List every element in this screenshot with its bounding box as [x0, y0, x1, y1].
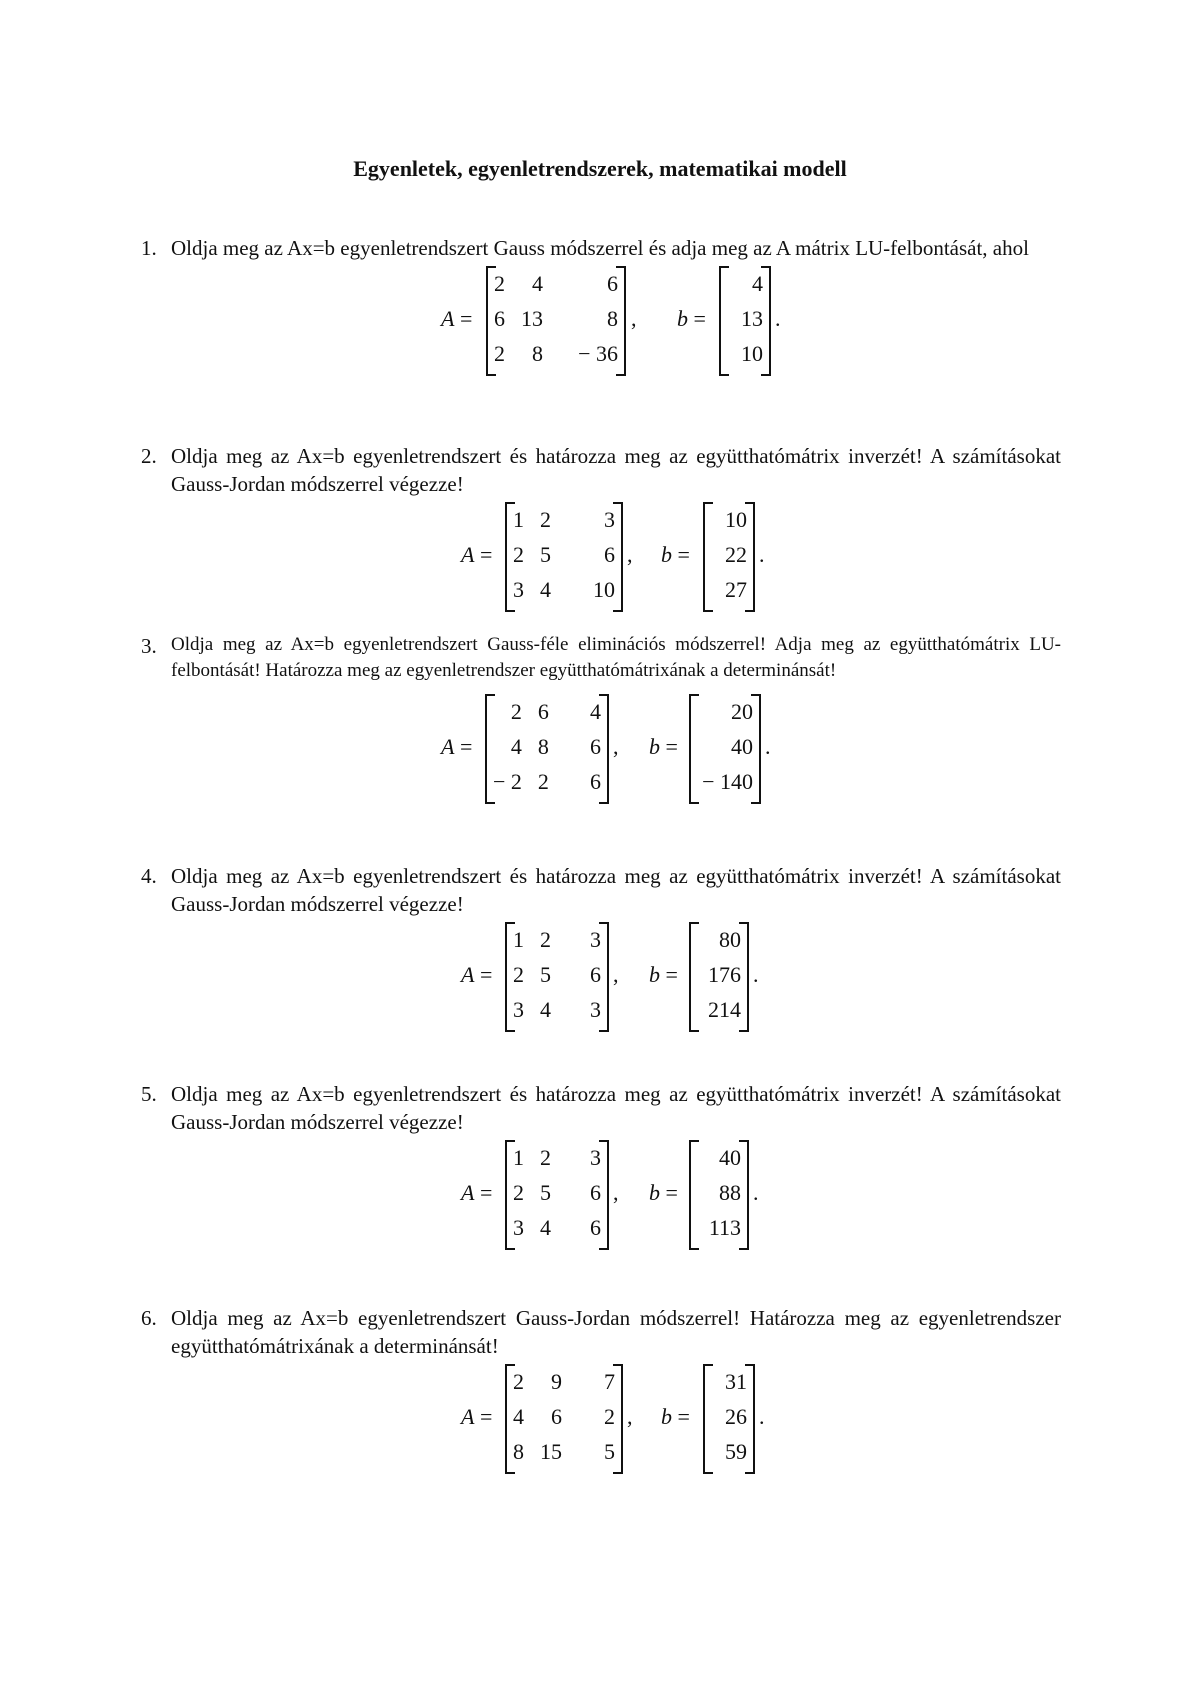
matrix-entry: 2 [604, 1403, 615, 1429]
matrix-entries [485, 694, 609, 800]
left-bracket [505, 1140, 515, 1250]
matrix-entry: 3 [590, 926, 601, 952]
vector-b [689, 922, 749, 1028]
vector-entry: 176 [708, 961, 741, 987]
period: . [759, 542, 765, 567]
left-bracket [505, 1364, 515, 1474]
right-bracket [751, 694, 761, 804]
right-bracket [599, 694, 609, 804]
matrix-entry: 3 [590, 1144, 601, 1170]
matrix-entry: 2 [540, 506, 551, 532]
matrix-entry: 1 [513, 926, 524, 952]
matrix-entry: 2 [513, 961, 524, 987]
matrix-entry: 4 [532, 270, 543, 296]
equation-row [141, 266, 1061, 376]
vector-b-label: b = [649, 1180, 678, 1205]
problem-4 [141, 862, 1061, 1032]
left-bracket [689, 694, 699, 804]
problem-text: Oldja meg az Ax=b egyenletrendszert és határozza meg az együtthatómátrix inverzét! A számításokat Gauss-Jordan módszerrel végezze! [171, 444, 1061, 496]
problem-number: 3. [141, 634, 157, 658]
equation-row [141, 502, 1061, 612]
comma: , [631, 306, 637, 331]
vector-entry: 26 [725, 1403, 747, 1429]
vector-entry: 13 [741, 305, 763, 331]
vector-entry: 22 [725, 541, 747, 567]
matrix-entry: 6 [590, 733, 601, 759]
matrix-entry: 2 [540, 1144, 551, 1170]
equation-row [141, 922, 1061, 1032]
vector-entry: 31 [725, 1368, 747, 1394]
left-bracket [689, 1140, 699, 1250]
vector-entry: 80 [719, 926, 741, 952]
matrix-entry: 1 [513, 1144, 524, 1170]
matrix-entry: 3 [513, 577, 524, 603]
vector-entry: 88 [719, 1179, 741, 1205]
matrix-entry: 9 [551, 1368, 562, 1394]
period: . [765, 734, 771, 759]
matrix-entry: 3 [513, 1215, 524, 1241]
matrix-entry: 6 [537, 698, 549, 724]
matrix-entry: 2 [537, 769, 549, 795]
matrix-entry: 2 [513, 541, 524, 567]
problem-text: Oldja meg az Ax=b egyenletrendszert Gauss-féle eliminációs módszerrel! Adja meg az együtthatómátrix LU-felbontását! Határozza meg az egyenletrendszer együtthatómátrixának a determinánsát! [171, 634, 1061, 681]
comma: , [613, 734, 619, 759]
vector-entry: 4 [752, 270, 763, 296]
right-bracket [761, 266, 771, 376]
vector-b [703, 502, 755, 608]
matrix-entry: 5 [540, 961, 551, 987]
matrix-entry: 8 [607, 305, 618, 331]
matrix-A-label: A = [441, 734, 473, 759]
matrix-A [485, 694, 609, 800]
vector-b-label: b = [677, 306, 706, 331]
vector-entry: 40 [719, 1144, 741, 1170]
matrix-entry: 3 [590, 997, 601, 1023]
matrix-A [505, 922, 609, 1028]
matrix-entries [505, 1140, 609, 1246]
right-bracket [599, 1140, 609, 1250]
matrix-entry: 6 [604, 541, 615, 567]
matrix-entry: 2 [540, 926, 551, 952]
right-bracket [613, 502, 623, 612]
matrix-entry: 6 [590, 1215, 601, 1241]
right-bracket [739, 922, 749, 1032]
matrix-entry: 6 [551, 1403, 562, 1429]
vector-b-label: b = [661, 542, 690, 567]
matrix-entry: 10 [593, 577, 615, 603]
vector-b [719, 266, 771, 372]
problem-3 [141, 632, 1061, 804]
matrix-entry: 4 [540, 577, 551, 603]
equation-row [141, 1364, 1061, 1474]
vector-entry: 59 [725, 1439, 747, 1465]
period: . [753, 962, 759, 987]
matrix-A-label: A = [461, 1180, 493, 1205]
problem-text: Oldja meg az Ax=b egyenletrendszert és határozza meg az együtthatómátrix inverzét! A számításokat Gauss-Jordan módszerrel végezze! [171, 1082, 1061, 1134]
left-bracket [505, 922, 515, 1032]
comma: , [627, 542, 633, 567]
vector-b-label: b = [649, 962, 678, 987]
vector-entry: 20 [731, 698, 753, 724]
matrix-entry: 8 [513, 1439, 524, 1465]
vector-b [689, 1140, 749, 1246]
problem-text: Oldja meg az Ax=b egyenletrendszert és határozza meg az együtthatómátrix inverzét! A számításokat Gauss-Jordan módszerrel végezze! [171, 864, 1061, 916]
matrix-entry: 15 [540, 1439, 562, 1465]
matrix-entry: 7 [604, 1368, 615, 1394]
vector-entry: 10 [741, 341, 763, 367]
matrix-entry: 2 [513, 1368, 524, 1394]
matrix-entry: − 36 [578, 341, 618, 367]
matrix-A [486, 266, 626, 372]
matrix-entry: 4 [513, 1403, 524, 1429]
matrix-entry: − 2 [493, 769, 522, 795]
matrix-entry: 4 [540, 997, 551, 1023]
left-bracket [703, 502, 713, 612]
problem-text: Oldja meg az Ax=b egyenletrendszert Gauss-Jordan módszerrel! Határozza meg az egyenletrendszer együtthatómátrixának a determinánsát! [171, 1306, 1061, 1358]
vector-entry: 113 [708, 1215, 741, 1241]
matrix-entries [505, 502, 623, 608]
problem-1 [141, 234, 1061, 376]
matrix-entry: 13 [521, 305, 543, 331]
left-bracket [719, 266, 729, 376]
vector-entry: 40 [731, 733, 753, 759]
comma: , [613, 962, 619, 987]
problem-2 [141, 442, 1061, 612]
page-title: Egyenletek, egyenletrendszerek, matematikai modell [353, 156, 847, 181]
right-bracket [599, 922, 609, 1032]
vector-b-label: b = [661, 1404, 690, 1429]
matrix-entry: 6 [590, 1179, 601, 1205]
matrix-entry: 5 [604, 1439, 615, 1465]
matrix-entry: 2 [513, 1179, 524, 1205]
matrix-A-label: A = [461, 1404, 493, 1429]
right-bracket [745, 502, 755, 612]
problem-number: 5. [141, 1082, 157, 1106]
matrix-entry: 2 [510, 698, 522, 724]
left-bracket [485, 694, 495, 804]
matrix-entry: 1 [513, 506, 524, 532]
left-bracket [703, 1364, 713, 1474]
matrix-entry: 6 [590, 769, 601, 795]
vector-entry: 214 [708, 997, 741, 1023]
vector-entry: − 140 [702, 769, 753, 795]
vector-entry: 27 [725, 577, 747, 603]
right-bracket [613, 1364, 623, 1474]
matrix-entry: 8 [532, 341, 543, 367]
matrix-entry: 6 [590, 961, 601, 987]
matrix-A [505, 1364, 623, 1470]
matrix-entries [505, 1364, 623, 1470]
comma: , [627, 1404, 633, 1429]
matrix-entry: 4 [510, 733, 522, 759]
left-bracket [486, 266, 496, 376]
matrix-A-label: A = [441, 306, 473, 331]
vector-b [689, 694, 761, 800]
problem-number: 6. [141, 1306, 157, 1330]
comma: , [613, 1180, 619, 1205]
matrix-A-label: A = [461, 962, 493, 987]
problem-number: 2. [141, 444, 157, 468]
vector-entry: 10 [725, 506, 747, 532]
matrix-entry: 3 [604, 506, 615, 532]
equation-row [141, 1140, 1061, 1250]
problem-number: 4. [141, 864, 157, 888]
left-bracket [505, 502, 515, 612]
matrix-A [505, 1140, 609, 1246]
matrix-entry: 8 [537, 733, 549, 759]
matrix-A-label: A = [461, 542, 493, 567]
matrix-entries [486, 266, 626, 372]
matrix-entry: 5 [540, 1179, 551, 1205]
right-bracket [745, 1364, 755, 1474]
vector-b [703, 1364, 755, 1470]
problem-6 [141, 1304, 1061, 1474]
matrix-A [505, 502, 623, 608]
matrix-entries [505, 922, 609, 1028]
matrix-entry: 2 [494, 270, 505, 296]
equation-row [141, 694, 1061, 804]
period: . [759, 1404, 765, 1429]
matrix-entry: 4 [540, 1215, 551, 1241]
matrix-entry: 4 [590, 698, 601, 724]
period: . [753, 1180, 759, 1205]
right-bracket [616, 266, 626, 376]
left-bracket [689, 922, 699, 1032]
matrix-entry: 5 [540, 541, 551, 567]
matrix-entry: 2 [494, 341, 505, 367]
problem-5 [141, 1080, 1061, 1250]
vector-b-label: b = [649, 734, 678, 759]
right-bracket [739, 1140, 749, 1250]
problem-text: Oldja meg az Ax=b egyenletrendszert Gauss módszerrel és adja meg az A mátrix LU-felbontását, ahol [171, 236, 1029, 260]
problem-number: 1. [141, 236, 157, 260]
period: . [775, 306, 781, 331]
matrix-entry: 6 [494, 305, 505, 331]
matrix-entry: 6 [607, 270, 618, 296]
matrix-entry: 3 [513, 997, 524, 1023]
